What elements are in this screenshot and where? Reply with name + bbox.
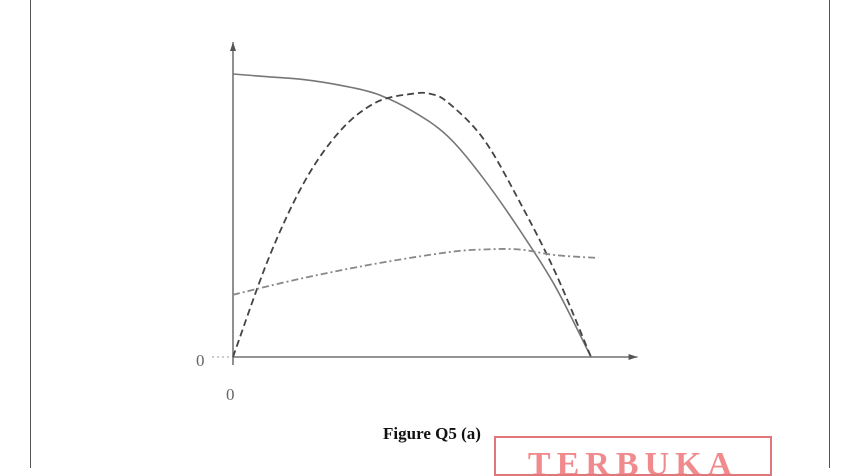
series-line-dashed (233, 93, 591, 357)
figure-caption: Figure Q5 (a) (383, 424, 481, 443)
terbuka-stamp (494, 436, 772, 476)
y-origin-tick-label: 0 (196, 351, 205, 370)
x-axis-arrow (629, 354, 638, 360)
y-axis-arrow (230, 42, 236, 51)
series-line-solid (233, 74, 591, 357)
chart-axes (212, 42, 638, 365)
chart-series-layer (233, 74, 598, 357)
stamp-text: TERBUKA (527, 446, 739, 476)
series-line-dashdot (233, 249, 598, 295)
x-origin-tick-label: 0 (226, 385, 235, 404)
